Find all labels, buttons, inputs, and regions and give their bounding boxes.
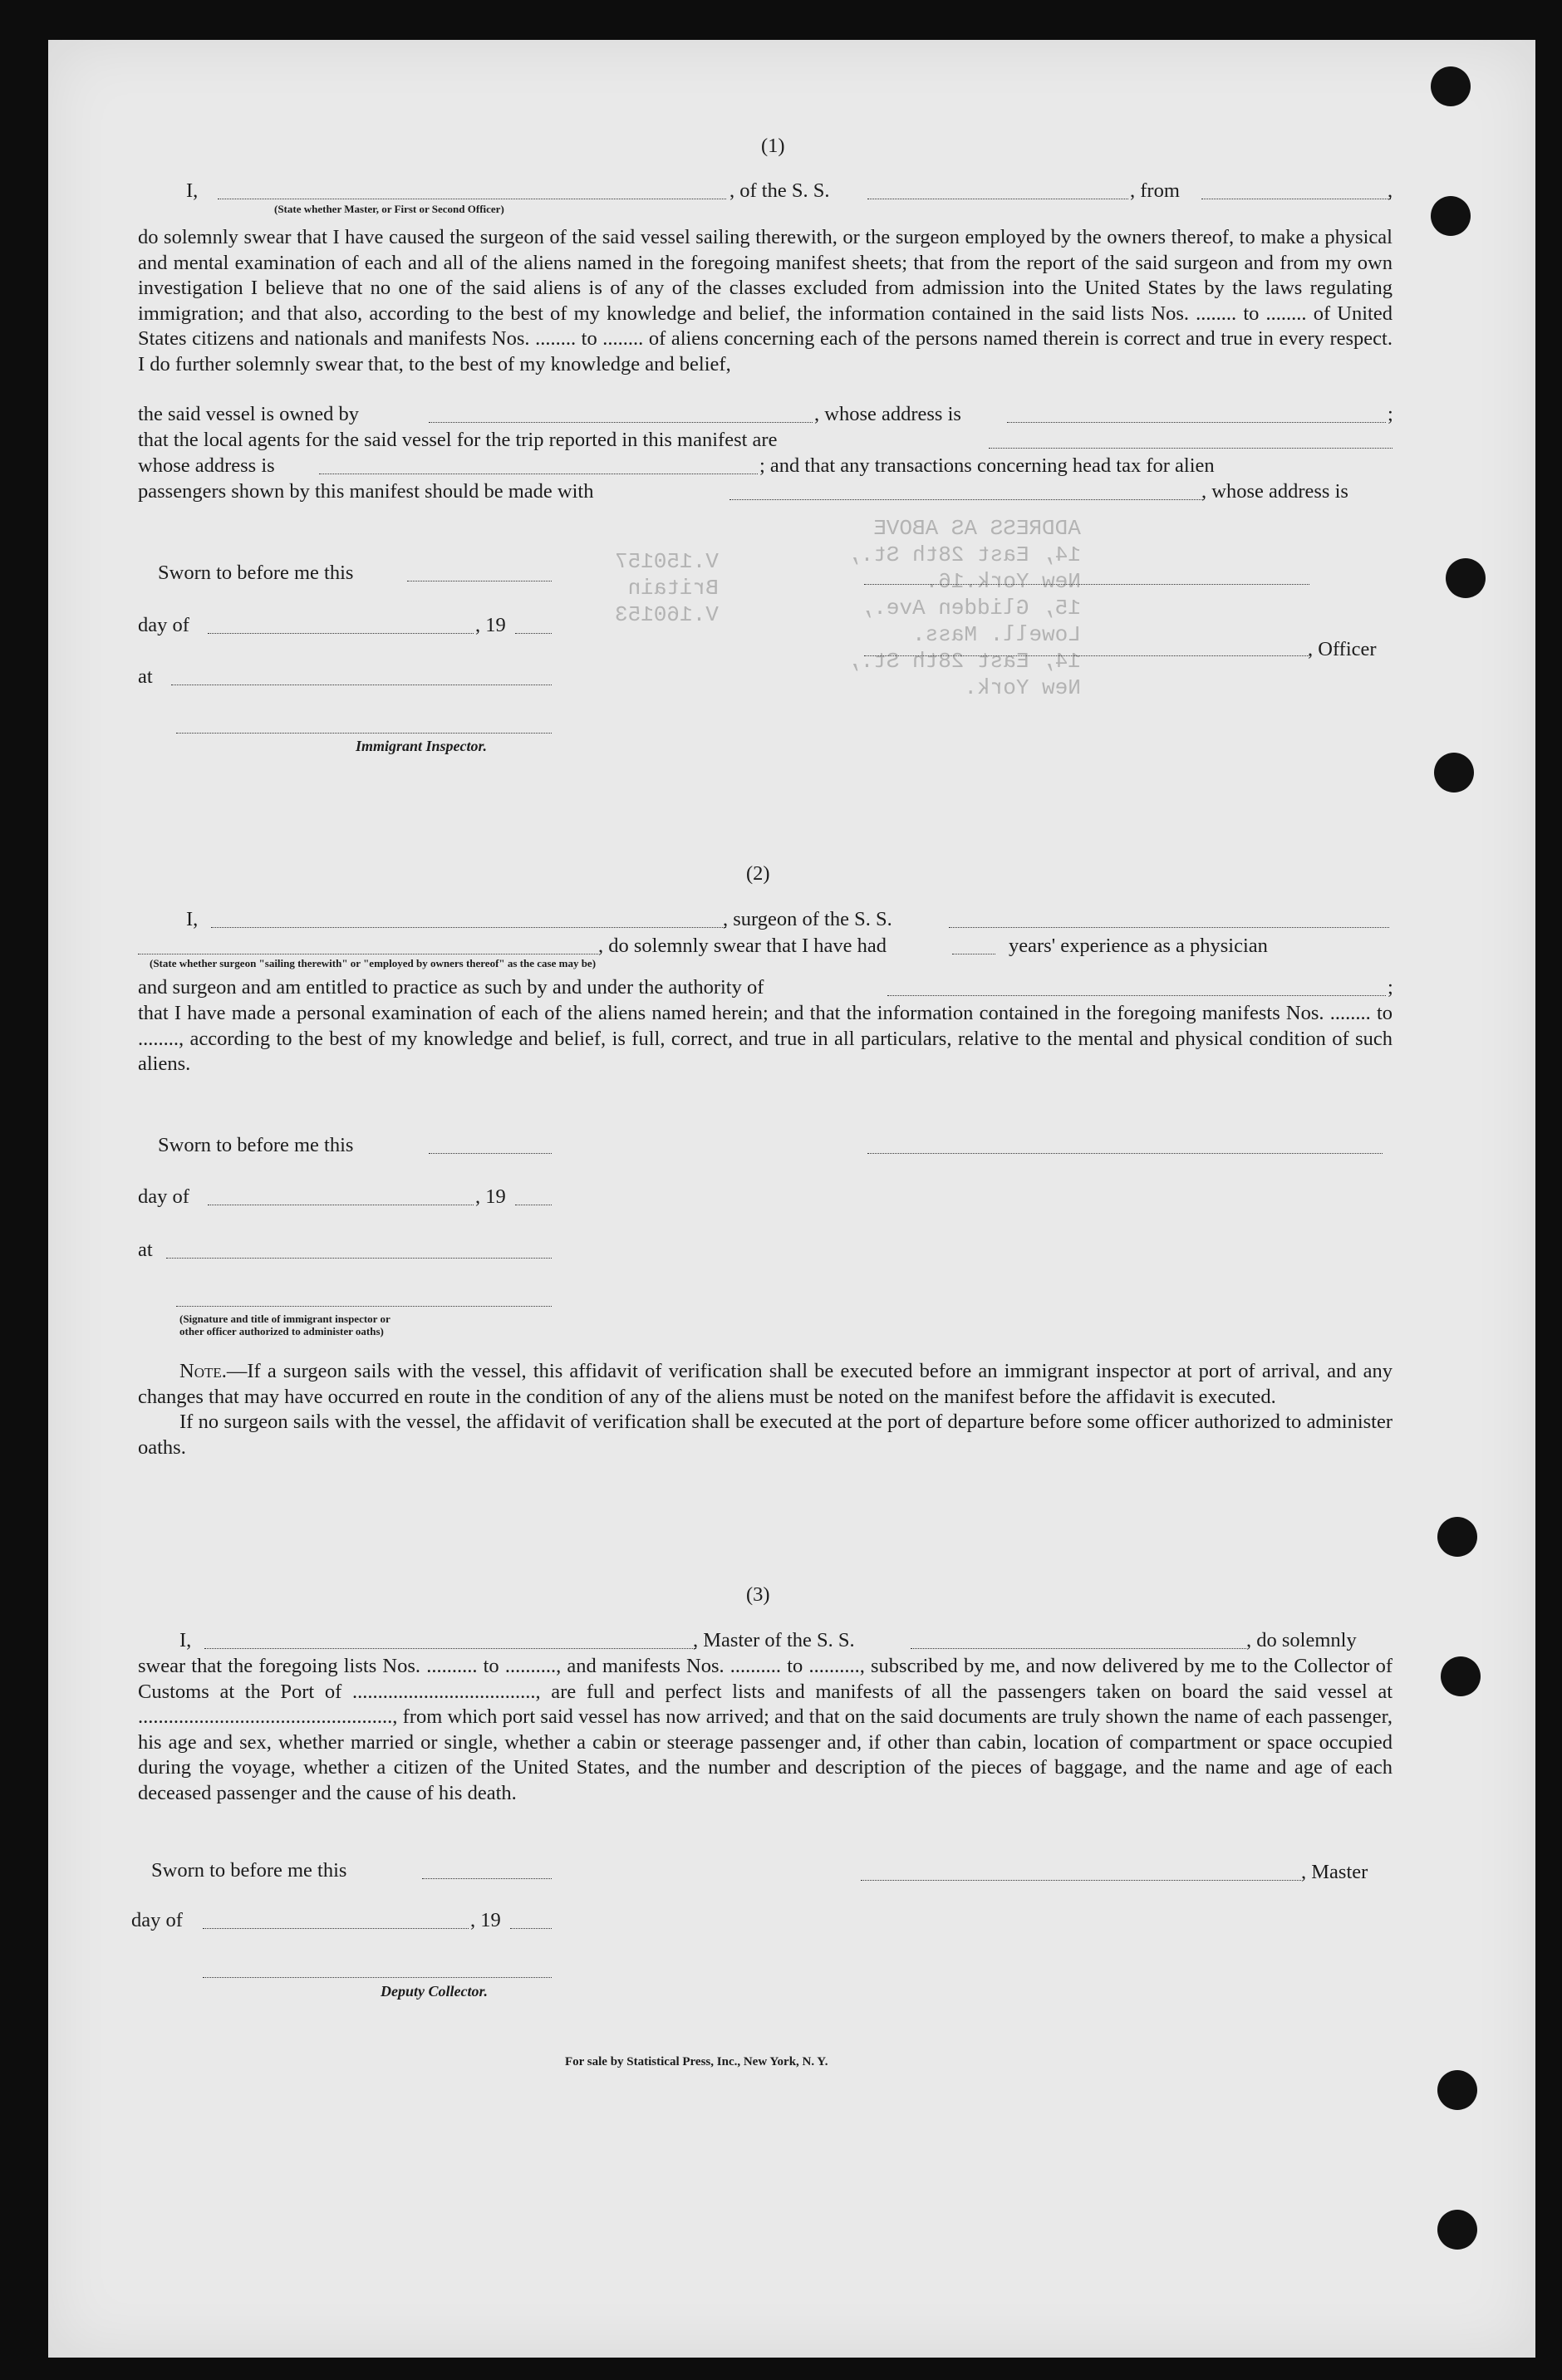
surgeon-signature-field[interactable] bbox=[867, 1153, 1383, 1154]
oath-text: do solemnly swear that I have caused the surgeon of the said vessel sailing therewith, or the surgeon employed by the owners thereof, to make a physical and mental examination of each and all of the aliens named in the foregoing manifest sheets; that from the report of the said surgeon and from my own investigation I believe that no one of the said aliens is of any of the classes excluded from admission into the United States by the laws regulating immigration; and that also, according to the best of my knowledge and belief, the information contained in the said lists Nos. ........ to ........ of United States citizens and nationals and manifests Nos. ........ to ........ of aliens concerning each of the persons named therein is correct and true in every respect. I do further solemnly swear that, to the best of my knowledge and belief, bbox=[138, 226, 1393, 375]
section-2-heading: (2) bbox=[746, 862, 770, 885]
oath-pronoun: I, bbox=[179, 1629, 192, 1651]
head-tax-party-field[interactable] bbox=[729, 499, 1203, 500]
do-solemnly-label: , do solemnly bbox=[1246, 1629, 1357, 1651]
note-label: Note. bbox=[179, 1360, 227, 1382]
swear-had-label: , do solemnly swear that I have had bbox=[598, 935, 887, 957]
agents-label: that the local agents for the said vessel for the trip reported in this manifest are bbox=[138, 429, 778, 451]
sworn-date-field[interactable] bbox=[422, 1878, 552, 1879]
section-3-heading: (3) bbox=[746, 1583, 770, 1606]
sworn-label: Sworn to before me this bbox=[158, 1134, 354, 1156]
inspector-signer-label: Immigrant Inspector. bbox=[356, 738, 488, 754]
day-of-field[interactable] bbox=[208, 633, 474, 634]
punch-hole bbox=[1446, 558, 1486, 598]
punch-hole bbox=[1434, 753, 1474, 793]
punch-hole bbox=[1437, 2210, 1477, 2250]
punch-hole bbox=[1441, 1656, 1481, 1696]
collector-signature-field[interactable] bbox=[203, 1977, 552, 1978]
surgeon-hint: (State whether surgeon "sailing therewith" or "employed by owners thereof" as the case may be) bbox=[150, 957, 597, 969]
sworn-date-field[interactable] bbox=[407, 581, 552, 582]
at-label: at bbox=[138, 665, 153, 688]
master-oath-text: swear that the foregoing lists Nos. .......... to .........., and manifests Nos. .......... to .........., subscribed by me, and now delivered by me to the Collector of Customs at the Port of ...................................., are full and perfect lists and manifests of all the passengers taken on board the said vessel at .................................................., from which port said vessel has now arrived; and that on the said documents are truly shown the name of each passenger, his age and sex, whether married or single, whether a cabin or steerage passenger and, if other than cabin, location of compartment or space occupied during the voyage, whether a citizen of the United States, and the number and description of the pieces of baggage, and the name and age of each deceased passenger and the cause of his death. bbox=[138, 1655, 1393, 1804]
officer-signature-field-2[interactable] bbox=[864, 655, 1309, 656]
semicolon: ; bbox=[1388, 403, 1393, 425]
signature-hint-2: other officer authorized to administer oaths) bbox=[179, 1325, 384, 1337]
owned-by-label: the said vessel is owned by bbox=[138, 403, 360, 425]
title-hint: (State whether Master, or First or Second Officer) bbox=[274, 203, 504, 215]
owner-address-label: , whose address is bbox=[814, 403, 961, 425]
passengers-label: passengers shown by this manifest should be made with bbox=[138, 480, 594, 503]
head-tax-address-label: , whose address is bbox=[1201, 480, 1348, 503]
oath-pronoun: I, bbox=[186, 179, 199, 202]
punch-hole bbox=[1437, 1517, 1477, 1557]
agents-address-label: whose address is bbox=[138, 454, 275, 477]
year-label: , 19 bbox=[475, 614, 506, 636]
section-3-paragraph bbox=[138, 1654, 1393, 1806]
surgeon-of-label: , surgeon of the S. S. bbox=[723, 908, 892, 930]
signature-hint-1: (Signature and title of immigrant inspector or bbox=[179, 1313, 390, 1325]
authority-field[interactable] bbox=[887, 995, 1386, 996]
collector-signer-label: Deputy Collector. bbox=[381, 1983, 488, 2000]
master-vessel-field[interactable] bbox=[911, 1648, 1246, 1649]
authority-label: and surgeon and am entitled to practice as such by and under the authority of bbox=[138, 976, 764, 999]
section-1-heading: (1) bbox=[761, 135, 785, 157]
section-2-paragraph bbox=[138, 1001, 1393, 1077]
year-field[interactable] bbox=[510, 1928, 552, 1929]
surgeon-vessel-field[interactable] bbox=[949, 927, 1389, 928]
punch-hole bbox=[1431, 196, 1471, 236]
master-of-label: , Master of the S. S. bbox=[693, 1629, 855, 1651]
year-field[interactable] bbox=[515, 633, 552, 634]
master-signature-field[interactable] bbox=[861, 1880, 1301, 1881]
oath-pronoun: I, bbox=[186, 908, 199, 930]
bleed-through: V.150157 Britain V.160153 bbox=[615, 549, 719, 627]
day-of-label: day of bbox=[131, 1909, 183, 1931]
punch-hole bbox=[1431, 66, 1471, 106]
year-label: , 19 bbox=[470, 1909, 501, 1931]
year-label: , 19 bbox=[475, 1185, 506, 1208]
day-of-label: day of bbox=[138, 1185, 189, 1208]
officer-signature-field[interactable] bbox=[864, 584, 1309, 585]
agents-field[interactable] bbox=[989, 448, 1393, 449]
trailing-comma: , bbox=[1388, 179, 1393, 202]
bleed-through: ADDRESS AS ABOVE 14, East 28th St., New York.16. 15, Glidden Ave., Lowell. Mass. 14, East 28th St., New York. bbox=[847, 516, 1081, 700]
of-ss-label: , of the S. S. bbox=[729, 179, 830, 202]
printer-imprint: For sale by Statistical Press, Inc., New York, N. Y. bbox=[565, 2055, 828, 2068]
note-text-1: —If a surgeon sails with the vessel, this affidavit of verification shall be executed before an immigrant inspector at port of arrival, and any changes that may have occurred en route in the condition of any of the aliens must be noted on the manifest before the affidavit is executed. bbox=[138, 1360, 1393, 1408]
punch-hole bbox=[1437, 2070, 1477, 2110]
note-paragraph-1 bbox=[138, 1359, 1393, 1410]
surgeon-name-field[interactable] bbox=[211, 927, 726, 928]
sworn-label: Sworn to before me this bbox=[151, 1859, 347, 1882]
official-signature-field[interactable] bbox=[176, 1306, 552, 1307]
years-experience-label: years' experience as a physician bbox=[1009, 935, 1268, 957]
inspector-signature-field[interactable] bbox=[176, 733, 552, 734]
master-label: , Master bbox=[1301, 1861, 1368, 1883]
semicolon: ; bbox=[1388, 976, 1393, 999]
note-paragraph-2 bbox=[138, 1410, 1393, 1460]
sworn-label: Sworn to before me this bbox=[158, 562, 354, 584]
owner-address-field[interactable] bbox=[1007, 422, 1386, 423]
master-name-field[interactable] bbox=[204, 1648, 696, 1649]
at-label: at bbox=[138, 1239, 153, 1261]
head-tax-text: ; and that any transactions concerning head tax for alien bbox=[759, 454, 1215, 477]
note-block bbox=[138, 1359, 1393, 1460]
owner-field[interactable] bbox=[429, 422, 813, 423]
day-of-field[interactable] bbox=[203, 1928, 469, 1929]
note-text-2: If no surgeon sails with the vessel, the affidavit of verification shall be executed at the port of departure before some officer authorized to administer oaths. bbox=[138, 1411, 1393, 1459]
sworn-date-field[interactable] bbox=[429, 1153, 552, 1154]
day-of-label: day of bbox=[138, 614, 189, 636]
officer-label: , Officer bbox=[1308, 638, 1377, 660]
surgeon-oath-text: that I have made a personal examination of each of the aliens named herein; and that the information contained in the foregoing manifests Nos. ........ to ........, according to the best of my knowledge and belief, is full, correct, and true in all particulars, relative to the mental and physical condition of such aliens. bbox=[138, 1002, 1393, 1075]
from-label: , from bbox=[1130, 179, 1180, 202]
manifest-affidavit-page bbox=[48, 40, 1535, 2358]
at-field[interactable] bbox=[166, 1258, 552, 1259]
section-1-oath-paragraph bbox=[138, 225, 1393, 377]
